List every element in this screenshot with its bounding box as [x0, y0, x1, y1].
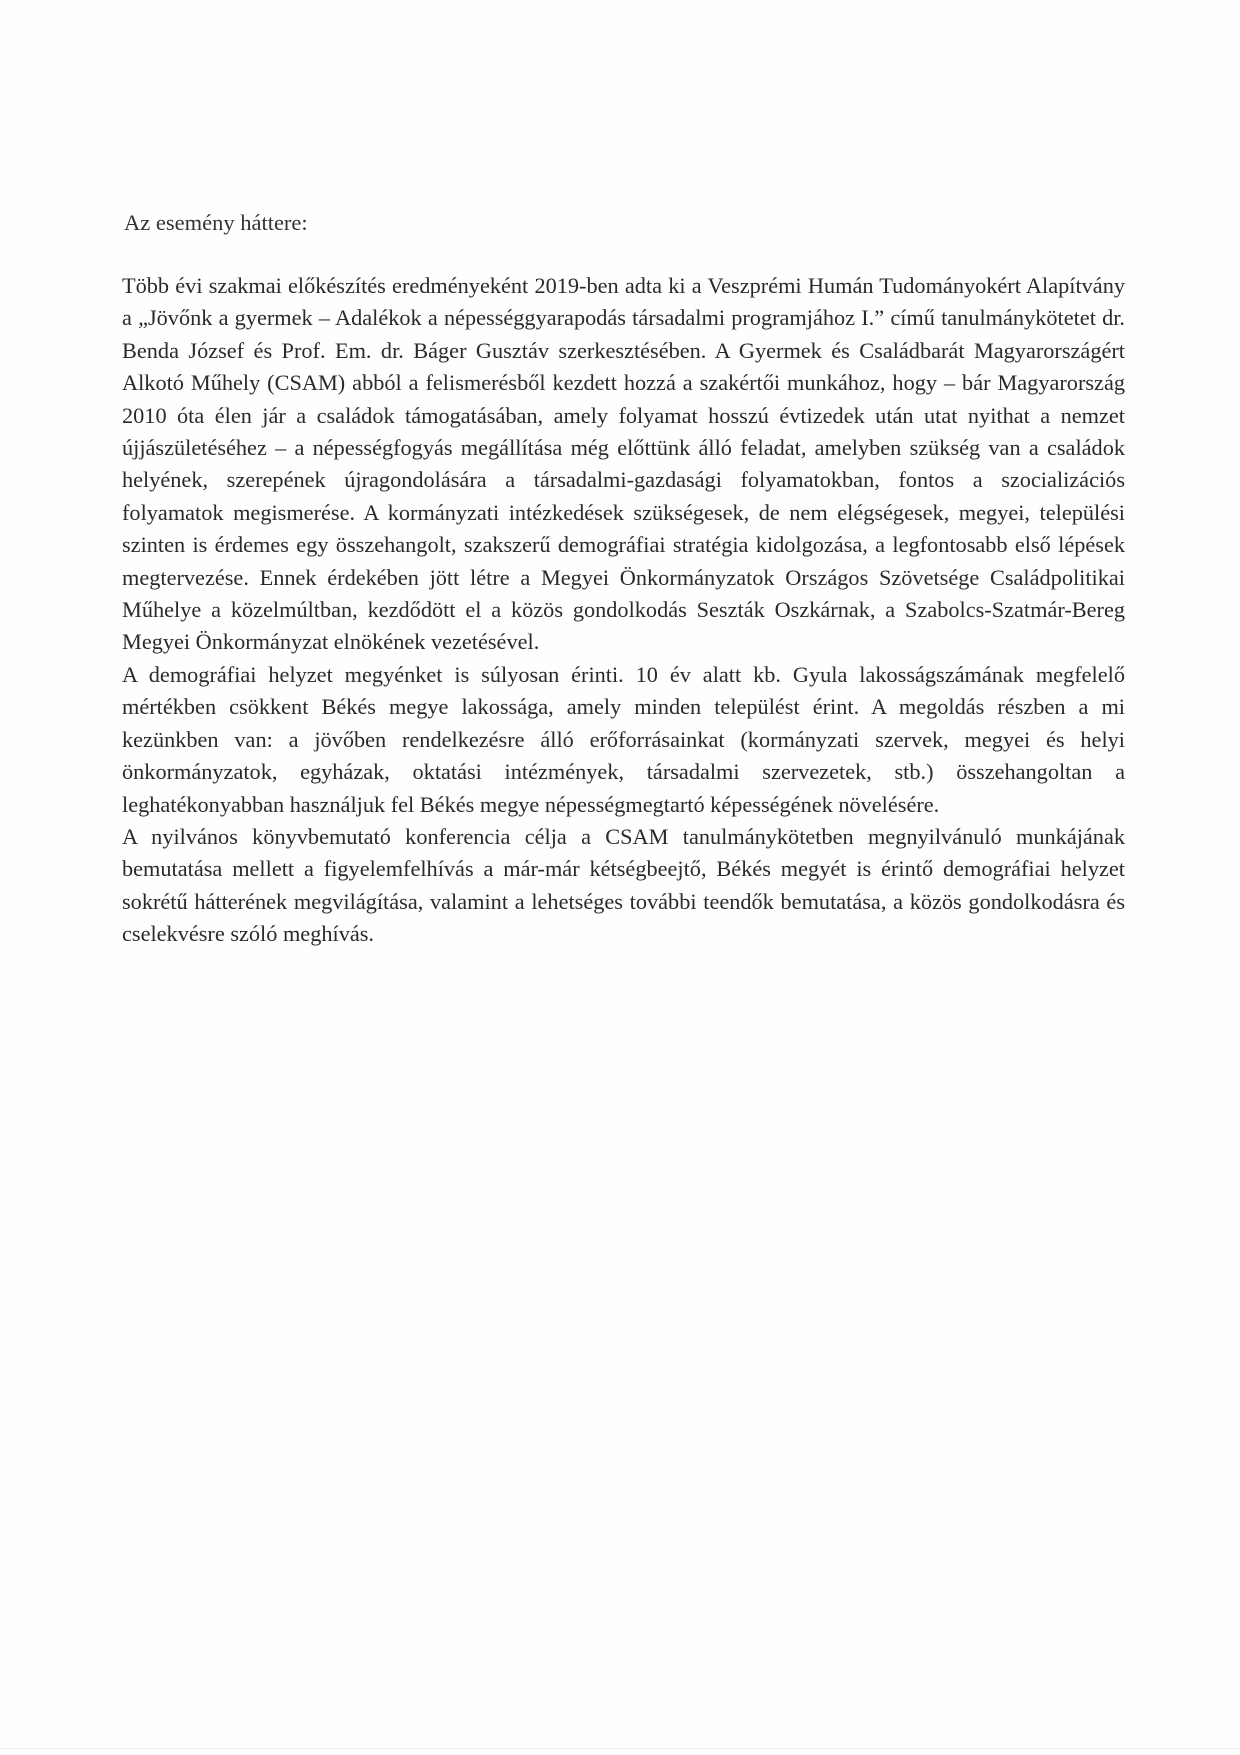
paragraph-background: Több évi szakmai előkészítés eredményeként 2019-ben adta ki a Veszprémi Humán Tudományokért Alapítvány a „Jövőnk a gyermek – Adalékok a népességgyarapodás társadalmi programjához I.” című tanulmánykötetet dr. Benda József és Prof. Em. dr. Báger Gusztáv szerkesztésében. A Gyermek és Családbarát Magyarországért Alkotó Műhely (CSAM) abból a felismerésből kezdett hozzá a szakértői munkához, hogy – bár Magyarország 2010 óta élen jár a családok támogatásában, amely folyamat hosszú évtizedek után utat nyithat a nemzet újjászületéséhez – a népességfogyás megállítása még előttünk álló feladat, amelyben szükség van a családok helyének, szerepének újragondolására a társadalmi-gazdasági folyamatokban, fontos a szocializációs folyamatok megismerése. A kormányzati intézkedések szükségesek, de nem elégségesek, megyei, települési szinten is érdemes egy összehangolt, szakszerű demográfiai stratégia kidolgozása, a legfontosabb első lépések megtervezése. Ennek érdekében jött létre a Megyei Önkormányzatok Országos Szövetsége Családpolitikai Műhelye a közelmúltban, kezdődött el a közös gondolkodás Seszták Oszkárnak, a Szabolcs-Szatmár-Bereg Megyei Önkormányzat elnökének vezetésével. [122, 273, 1125, 655]
body-text [122, 270, 1125, 951]
paragraph-demographic-situation: A demográfiai helyzet megyénket is súlyosan érinti. 10 év alatt kb. Gyula lakosságszámának megfelelő mértékben csökkent Békés megye lakossága, amely minden települést érint. A megoldás részben a mi kezünkben van: a jövőben rendelkezésre álló erőforrásainkat (kormányzati szervek, megyei és helyi önkormányzatok, egyházak, oktatási intézmények, társadalmi szervezetek, stb.) összehangoltan a leghatékonyabban használjuk fel Békés megye népességmegtartó képességének növelésére. [122, 661, 1125, 817]
paragraph-conference-goal: A nyilvános könyvbemutató konferencia célja a CSAM tanulmánykötetben megnyilvánuló munkájának bemutatása mellett a figyelemfelhívás a már-már kétségbeejtő, Békés megyét is érintő demográfiai helyzet sokrétű hátterének megvilágítása, valamint a lehetséges további teendők bemutatása, a közös gondolkodásra és cselekvésre szóló meghívás. [122, 823, 1125, 947]
section-heading: Az esemény háttere: [124, 210, 308, 235]
scan-edge-line [0, 1748, 1240, 1749]
